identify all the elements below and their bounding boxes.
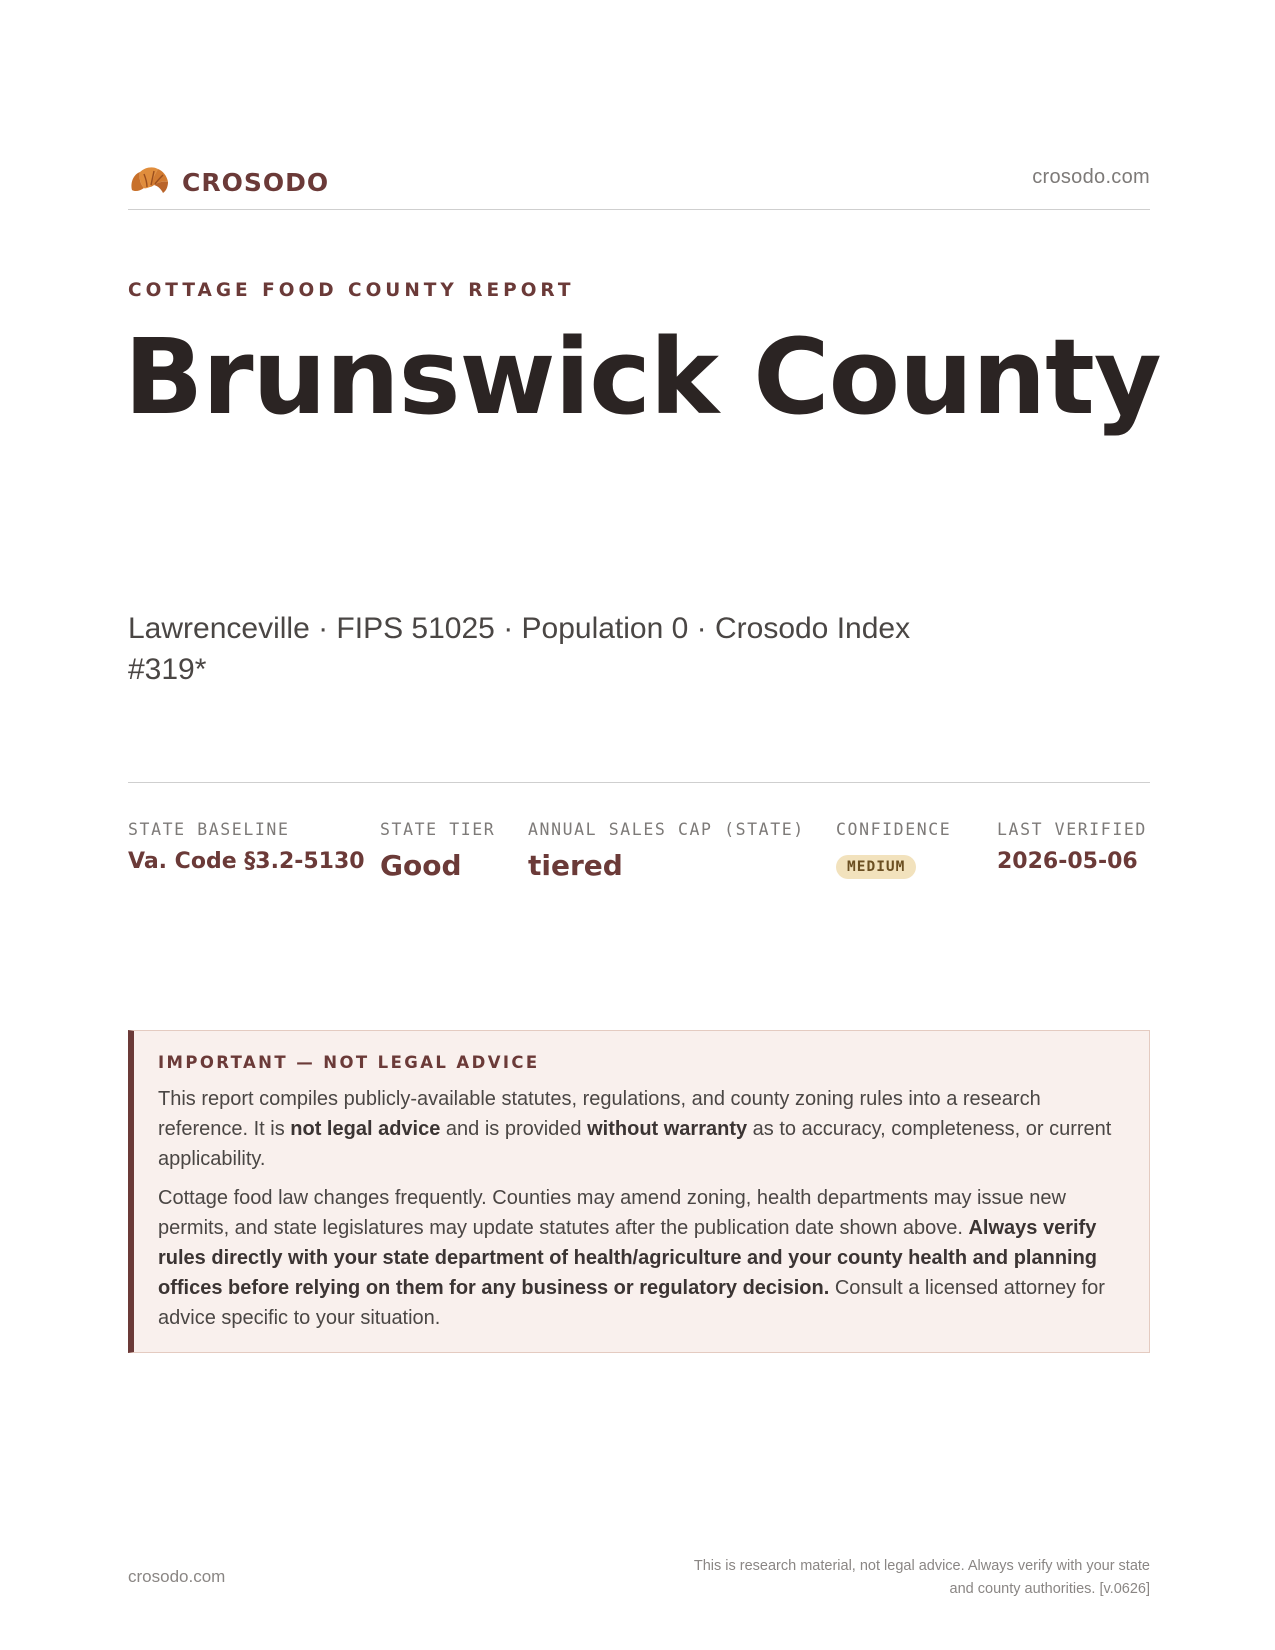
stat-label: ANNUAL SALES CAP (STATE) <box>528 820 805 839</box>
stat-value: Va. Code §3.2-5130 <box>128 849 365 874</box>
notice-text: Cottage food law changes frequently. Counties may amend zoning, health departments may issue new permits, and state legislatures may update statutes after the publication date shown above. <box>158 1187 1066 1239</box>
stat-label: STATE TIER <box>380 820 496 839</box>
notice-emphasis: Always verify rules directly with your state department of health/agriculture and your county health and planning offices before relying on them for any business or regulatory decision. <box>158 1217 1098 1299</box>
notice-text: as to accuracy, completeness, or current applicability. <box>158 1118 1112 1170</box>
stat-last-verified <box>997 820 1147 874</box>
header-url[interactable]: crosodo.com <box>1032 166 1150 188</box>
report-subtitle: Lawrenceville · FIPS 51025 · Population 0 · Crosodo Index #319* <box>128 612 911 686</box>
stat-confidence <box>836 820 951 879</box>
page-title: Brunswick County <box>124 316 1161 438</box>
notice-paragraph <box>158 1183 1127 1333</box>
stat-label: CONFIDENCE <box>836 820 952 839</box>
stat-state-baseline <box>128 820 365 874</box>
footer-disclaimer-line: and county authorities. [v.0626] <box>949 1581 1150 1597</box>
confidence-badge: MEDIUM <box>836 855 916 879</box>
footer-disclaimer <box>590 1555 1150 1601</box>
notice-text: and is provided <box>440 1118 588 1140</box>
notice-text: Consult a licensed attorney for advice specific to your situation. <box>158 1277 1105 1329</box>
legal-notice <box>128 1030 1150 1353</box>
report-kicker: COTTAGE FOOD COUNTY REPORT <box>128 280 575 301</box>
notice-heading: IMPORTANT — NOT LEGAL ADVICE <box>158 1053 540 1072</box>
footer-url[interactable]: crosodo.com <box>128 1567 226 1586</box>
stat-value: 2026-05-06 <box>997 849 1138 874</box>
stat-annual-sales-cap <box>528 820 805 882</box>
stat-label: LAST VERIFIED <box>997 820 1147 839</box>
stat-value: tiered <box>528 849 623 882</box>
stat-value: Good <box>380 849 462 882</box>
notice-paragraph <box>158 1084 1127 1174</box>
notice-emphasis: without warranty <box>587 1118 748 1140</box>
brand <box>128 160 329 204</box>
page-header <box>128 158 1150 210</box>
stat-label: STATE BASELINE <box>128 820 290 839</box>
notice-text: This report compiles publicly-available statutes, regulations, and county zoning rules into a research reference. It is <box>158 1088 1041 1140</box>
brand-name: CROSODO <box>182 167 330 197</box>
notice-emphasis: not legal advice <box>290 1118 441 1140</box>
divider <box>128 782 1150 783</box>
footer-disclaimer-line: This is research material, not legal advice. Always verify with your state <box>693 1558 1150 1574</box>
stat-state-tier <box>380 820 495 882</box>
croissant-icon <box>128 160 170 204</box>
